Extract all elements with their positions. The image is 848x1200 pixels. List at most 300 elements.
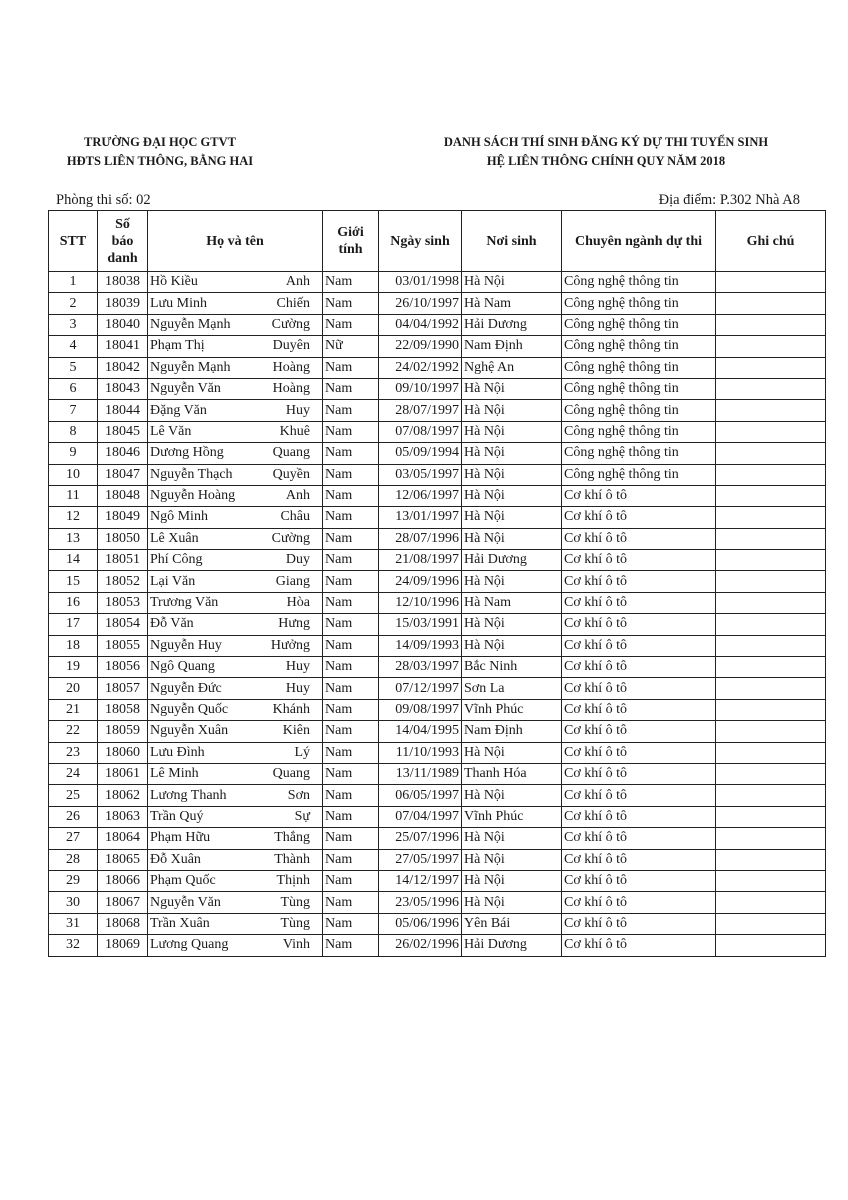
- document-title: [400, 133, 812, 171]
- cell-gender: Nam: [323, 400, 379, 421]
- cell-sbd: 18052: [98, 571, 148, 592]
- cell-gender: Nam: [323, 657, 379, 678]
- table-row: [49, 828, 826, 849]
- cell-surname: Nguyễn Mạnh: [150, 359, 231, 375]
- cell-pob: Hà Nội: [462, 635, 562, 656]
- cell-major: Cơ khí ô tô: [562, 528, 716, 549]
- table-row: [49, 464, 826, 485]
- cell-name: [148, 571, 323, 592]
- table-row: [49, 657, 826, 678]
- table-row: [49, 935, 826, 956]
- cell-gender: Nam: [323, 913, 379, 934]
- cell-note: [716, 828, 826, 849]
- cell-stt: 22: [49, 721, 98, 742]
- cell-sbd: 18061: [98, 763, 148, 784]
- institution-name: TRƯỜNG ĐẠI HỌC GTVT: [84, 135, 236, 149]
- cell-major: Cơ khí ô tô: [562, 849, 716, 870]
- cell-dob: 28/07/1996: [379, 528, 462, 549]
- cell-surname: Dương Hồng: [150, 445, 224, 461]
- cell-name: [148, 785, 323, 806]
- cell-major: Cơ khí ô tô: [562, 485, 716, 506]
- cell-gender: Nam: [323, 571, 379, 592]
- cell-given-name: Duy: [285, 552, 310, 568]
- cell-sbd: 18053: [98, 592, 148, 613]
- cell-given-name: Huy: [285, 659, 310, 675]
- cell-pob: Bắc Ninh: [462, 657, 562, 678]
- cell-dob: 05/09/1994: [379, 443, 462, 464]
- cell-pob: Yên Bái: [462, 913, 562, 934]
- cell-name: [148, 272, 323, 293]
- cell-note: [716, 293, 826, 314]
- cell-pob: Nam Định: [462, 721, 562, 742]
- cell-name: [148, 378, 323, 399]
- cell-surname: Phạm Thị: [150, 338, 205, 354]
- cell-gender: Nam: [323, 614, 379, 635]
- cell-pob: Vĩnh Phúc: [462, 806, 562, 827]
- document-title-line-1: DANH SÁCH THÍ SINH ĐĂNG KÝ DỰ THI TUYỂN SINH: [443, 135, 769, 149]
- cell-given-name: Giang: [275, 573, 310, 589]
- exam-location: Địa điểm: P.302 Nhà A8: [658, 192, 800, 208]
- cell-sbd: 18049: [98, 507, 148, 528]
- cell-pob: Hải Dương: [462, 550, 562, 571]
- cell-surname: Lưu Đình: [150, 744, 205, 760]
- cell-pob: Hà Nội: [462, 870, 562, 891]
- cell-pob: Hà Nam: [462, 293, 562, 314]
- cell-given-name: Khuê: [279, 423, 310, 439]
- table-row: [49, 699, 826, 720]
- cell-sbd: 18068: [98, 913, 148, 934]
- cell-major: Cơ khí ô tô: [562, 507, 716, 528]
- cell-pob: Hà Nội: [462, 443, 562, 464]
- table-row: [49, 849, 826, 870]
- cell-pob: Hà Nội: [462, 785, 562, 806]
- cell-pob: Hà Nội: [462, 507, 562, 528]
- cell-given-name: Khánh: [272, 702, 310, 717]
- table-row: [49, 443, 826, 464]
- cell-name: [148, 763, 323, 784]
- cell-sbd: 18060: [98, 742, 148, 763]
- cell-gender: Nam: [323, 721, 379, 742]
- cell-given-name: Tùng: [280, 915, 310, 931]
- cell-note: [716, 657, 826, 678]
- cell-given-name: Quang: [272, 766, 310, 782]
- cell-pob: Hà Nội: [462, 828, 562, 849]
- cell-note: [716, 336, 826, 357]
- cell-dob: 09/10/1997: [379, 378, 462, 399]
- col-header-major: Chuyên ngành dự thi: [562, 211, 716, 272]
- cell-surname: Lê Minh: [150, 766, 199, 782]
- cell-dob: 14/04/1995: [379, 721, 462, 742]
- cell-sbd: 18059: [98, 721, 148, 742]
- cell-name: [148, 293, 323, 314]
- table-row: [49, 913, 826, 934]
- cell-stt: 13: [49, 528, 98, 549]
- cell-dob: 13/11/1989: [379, 763, 462, 784]
- cell-note: [716, 357, 826, 378]
- cell-given-name: Thịnh: [276, 873, 310, 889]
- col-header-sbd: [98, 211, 148, 272]
- cell-dob: 14/12/1997: [379, 870, 462, 891]
- cell-major: Cơ khí ô tô: [562, 657, 716, 678]
- cell-surname: Lương Thanh: [150, 787, 227, 803]
- table-row: [49, 293, 826, 314]
- cell-sbd: 18051: [98, 550, 148, 571]
- cell-note: [716, 272, 826, 293]
- table-row: [49, 892, 826, 913]
- cell-name: [148, 699, 323, 720]
- cell-note: [716, 763, 826, 784]
- cell-pob: Nghệ An: [462, 357, 562, 378]
- cell-name: [148, 314, 323, 335]
- cell-pob: Hà Nội: [462, 571, 562, 592]
- cell-major: Công nghệ thông tin: [562, 336, 716, 357]
- cell-surname: Phạm Quốc: [150, 873, 216, 889]
- cell-major: Công nghệ thông tin: [562, 272, 716, 293]
- cell-dob: 12/10/1996: [379, 592, 462, 613]
- table-row: [49, 485, 826, 506]
- cell-surname: Phí Công: [150, 552, 203, 568]
- cell-dob: 24/02/1992: [379, 357, 462, 378]
- cell-major: Công nghệ thông tin: [562, 378, 716, 399]
- cell-gender: Nam: [323, 507, 379, 528]
- cell-name: [148, 635, 323, 656]
- cell-gender: Nam: [323, 828, 379, 849]
- cell-given-name: Thành: [274, 851, 310, 867]
- cell-pob: Hà Nội: [462, 378, 562, 399]
- cell-surname: Lại Văn: [150, 573, 196, 589]
- cell-note: [716, 849, 826, 870]
- cell-note: [716, 528, 826, 549]
- cell-pob: Hà Nội: [462, 742, 562, 763]
- cell-sbd: 18048: [98, 485, 148, 506]
- cell-surname: Nguyễn Hoàng: [150, 488, 236, 504]
- cell-name: [148, 742, 323, 763]
- cell-sbd: 18056: [98, 657, 148, 678]
- cell-stt: 23: [49, 742, 98, 763]
- table-row: [49, 400, 826, 421]
- cell-surname: Đặng Văn: [150, 402, 207, 418]
- table-row: [49, 721, 826, 742]
- cell-pob: Sơn La: [462, 678, 562, 699]
- cell-dob: 24/09/1996: [379, 571, 462, 592]
- cell-gender: Nam: [323, 785, 379, 806]
- cell-stt: 31: [49, 913, 98, 934]
- cell-given-name: Anh: [285, 488, 310, 504]
- cell-sbd: 18041: [98, 336, 148, 357]
- cell-note: [716, 614, 826, 635]
- exam-room-number: Phòng thi số: 02: [56, 192, 151, 208]
- cell-stt: 28: [49, 849, 98, 870]
- cell-dob: 23/05/1996: [379, 892, 462, 913]
- cell-major: Công nghệ thông tin: [562, 314, 716, 335]
- cell-note: [716, 678, 826, 699]
- cell-dob: 07/08/1997: [379, 421, 462, 442]
- cell-gender: Nam: [323, 806, 379, 827]
- table-row: [49, 785, 826, 806]
- cell-major: Cơ khí ô tô: [562, 892, 716, 913]
- cell-given-name: Anh: [285, 274, 310, 290]
- cell-stt: 25: [49, 785, 98, 806]
- cell-gender: Nam: [323, 464, 379, 485]
- cell-dob: 03/01/1998: [379, 272, 462, 293]
- cell-dob: 15/03/1991: [379, 614, 462, 635]
- cell-major: Cơ khí ô tô: [562, 935, 716, 956]
- cell-major: Cơ khí ô tô: [562, 913, 716, 934]
- cell-gender: Nam: [323, 892, 379, 913]
- cell-name: [148, 678, 323, 699]
- cell-surname: Lưu Minh: [150, 295, 207, 311]
- cell-given-name: Lý: [294, 744, 310, 760]
- table-row: [49, 571, 826, 592]
- cell-pob: Hà Nội: [462, 528, 562, 549]
- cell-surname: Nguyễn Văn: [150, 894, 221, 910]
- cell-pob: Hải Dương: [462, 935, 562, 956]
- col-header-note: Ghi chú: [716, 211, 826, 272]
- cell-surname: Ngô Minh: [150, 509, 208, 525]
- cell-major: Công nghệ thông tin: [562, 293, 716, 314]
- col-header-gender-line: Giới: [337, 225, 364, 240]
- cell-given-name: Quang: [272, 445, 310, 461]
- cell-sbd: 18047: [98, 464, 148, 485]
- table-row: [49, 272, 826, 293]
- table-row: [49, 550, 826, 571]
- cell-gender: Nam: [323, 443, 379, 464]
- cell-sbd: 18062: [98, 785, 148, 806]
- cell-pob: Hà Nội: [462, 849, 562, 870]
- cell-stt: 18: [49, 635, 98, 656]
- cell-note: [716, 314, 826, 335]
- cell-sbd: 18069: [98, 935, 148, 956]
- cell-sbd: 18045: [98, 421, 148, 442]
- cell-surname: Nguyễn Văn: [150, 381, 221, 397]
- cell-major: Cơ khí ô tô: [562, 763, 716, 784]
- cell-stt: 32: [49, 935, 98, 956]
- cell-sbd: 18064: [98, 828, 148, 849]
- cell-sbd: 18067: [98, 892, 148, 913]
- cell-sbd: 18039: [98, 293, 148, 314]
- cell-major: Công nghệ thông tin: [562, 443, 716, 464]
- table-row: [49, 763, 826, 784]
- cell-surname: Nguyễn Huy: [150, 637, 222, 653]
- cell-dob: 07/04/1997: [379, 806, 462, 827]
- cell-surname: Lương Quang: [150, 937, 229, 953]
- cell-note: [716, 507, 826, 528]
- cell-name: [148, 913, 323, 934]
- cell-stt: 4: [49, 336, 98, 357]
- cell-gender: Nam: [323, 357, 379, 378]
- cell-note: [716, 699, 826, 720]
- col-header-sbd-line: danh: [107, 250, 138, 266]
- cell-pob: Hải Dương: [462, 314, 562, 335]
- cell-dob: 09/08/1997: [379, 699, 462, 720]
- cell-major: Cơ khí ô tô: [562, 828, 716, 849]
- cell-dob: 03/05/1997: [379, 464, 462, 485]
- cell-gender: Nam: [323, 592, 379, 613]
- cell-note: [716, 592, 826, 613]
- cell-sbd: 18042: [98, 357, 148, 378]
- cell-name: [148, 614, 323, 635]
- col-header-stt: STT: [49, 211, 98, 272]
- cell-name: [148, 935, 323, 956]
- cell-note: [716, 721, 826, 742]
- cell-dob: 22/09/1990: [379, 336, 462, 357]
- cell-stt: 12: [49, 507, 98, 528]
- table-row: [49, 678, 826, 699]
- cell-dob: 21/08/1997: [379, 550, 462, 571]
- cell-stt: 19: [49, 657, 98, 678]
- cell-stt: 9: [49, 443, 98, 464]
- cell-dob: 12/06/1997: [379, 485, 462, 506]
- cell-surname: Lê Xuân: [150, 530, 199, 546]
- cell-stt: 1: [49, 272, 98, 293]
- cell-given-name: Tùng: [280, 894, 310, 910]
- institution-header: [40, 133, 280, 171]
- cell-gender: Nam: [323, 550, 379, 571]
- cell-dob: 25/07/1996: [379, 828, 462, 849]
- cell-sbd: 18066: [98, 870, 148, 891]
- table-row: [49, 806, 826, 827]
- cell-gender: Nam: [323, 485, 379, 506]
- cell-name: [148, 592, 323, 613]
- cell-given-name: Quyền: [272, 466, 310, 482]
- cell-major: Cơ khí ô tô: [562, 635, 716, 656]
- cell-note: [716, 378, 826, 399]
- cell-major: Cơ khí ô tô: [562, 721, 716, 742]
- cell-stt: 7: [49, 400, 98, 421]
- cell-given-name: Sơn: [287, 787, 310, 803]
- cell-note: [716, 550, 826, 571]
- cell-stt: 15: [49, 571, 98, 592]
- col-header-sbd-line: báo: [111, 233, 134, 249]
- cell-surname: Nguyễn Đức: [150, 680, 222, 696]
- cell-surname: Trần Quý: [150, 808, 204, 824]
- cell-pob: Hà Nội: [462, 614, 562, 635]
- table-row: [49, 528, 826, 549]
- cell-surname: Hồ Kiều: [150, 274, 198, 290]
- cell-pob: Hà Nội: [462, 272, 562, 293]
- cell-sbd: 18063: [98, 806, 148, 827]
- cell-surname: Lê Văn: [150, 423, 192, 439]
- table-row: [49, 421, 826, 442]
- cell-surname: Phạm Hữu: [150, 830, 211, 846]
- cell-stt: 29: [49, 870, 98, 891]
- col-header-dob: Ngày sinh: [379, 211, 462, 272]
- cell-gender: Nam: [323, 870, 379, 891]
- col-header-pob: Nơi sinh: [462, 211, 562, 272]
- cell-note: [716, 485, 826, 506]
- cell-given-name: Thắng: [274, 830, 310, 846]
- cell-dob: 26/10/1997: [379, 293, 462, 314]
- cell-pob: Vĩnh Phúc: [462, 699, 562, 720]
- cell-stt: 21: [49, 699, 98, 720]
- cell-given-name: Cường: [271, 316, 310, 332]
- cell-sbd: 18040: [98, 314, 148, 335]
- cell-gender: Nam: [323, 272, 379, 293]
- cell-sbd: 18038: [98, 272, 148, 293]
- cell-major: Cơ khí ô tô: [562, 870, 716, 891]
- cell-note: [716, 464, 826, 485]
- cell-stt: 6: [49, 378, 98, 399]
- cell-stt: 11: [49, 485, 98, 506]
- cell-dob: 28/07/1997: [379, 400, 462, 421]
- col-header-name: Họ và tên: [148, 211, 323, 272]
- cell-gender: Nam: [323, 293, 379, 314]
- cell-dob: 07/12/1997: [379, 678, 462, 699]
- cell-sbd: 18050: [98, 528, 148, 549]
- col-header-sbd-line: Số: [115, 216, 130, 232]
- cell-name: [148, 657, 323, 678]
- cell-given-name: Hoàng: [272, 359, 310, 375]
- cell-stt: 14: [49, 550, 98, 571]
- cell-name: [148, 336, 323, 357]
- cell-gender: Nam: [323, 699, 379, 720]
- cell-gender: Nam: [323, 635, 379, 656]
- cell-stt: 20: [49, 678, 98, 699]
- cell-name: [148, 721, 323, 742]
- cell-dob: 11/10/1993: [379, 742, 462, 763]
- cell-name: [148, 550, 323, 571]
- cell-dob: 06/05/1997: [379, 785, 462, 806]
- cell-pob: Hà Nội: [462, 400, 562, 421]
- cell-gender: Nam: [323, 314, 379, 335]
- cell-dob: 26/02/1996: [379, 935, 462, 956]
- cell-sbd: 18065: [98, 849, 148, 870]
- table-row: [49, 592, 826, 613]
- cell-stt: 5: [49, 357, 98, 378]
- cell-name: [148, 892, 323, 913]
- cell-dob: 13/01/1997: [379, 507, 462, 528]
- cell-major: Cơ khí ô tô: [562, 614, 716, 635]
- cell-stt: 3: [49, 314, 98, 335]
- cell-name: [148, 421, 323, 442]
- cell-name: [148, 464, 323, 485]
- cell-given-name: Châu: [280, 509, 310, 525]
- cell-major: Cơ khí ô tô: [562, 678, 716, 699]
- col-header-gender-line: tính: [338, 242, 363, 257]
- cell-major: Cơ khí ô tô: [562, 592, 716, 613]
- cell-given-name: Hoàng: [272, 381, 310, 397]
- cell-surname: Trần Xuân: [150, 915, 210, 931]
- cell-pob: Hà Nội: [462, 464, 562, 485]
- cell-given-name: Chiến: [276, 295, 310, 311]
- cell-major: Cơ khí ô tô: [562, 571, 716, 592]
- cell-sbd: 18043: [98, 378, 148, 399]
- cell-pob: Hà Nam: [462, 592, 562, 613]
- cell-surname: Nguyễn Thạch: [150, 466, 233, 482]
- cell-stt: 24: [49, 763, 98, 784]
- cell-note: [716, 571, 826, 592]
- cell-gender: Nam: [323, 678, 379, 699]
- cell-name: [148, 828, 323, 849]
- table-row: [49, 870, 826, 891]
- cell-surname: Nguyễn Quốc: [150, 702, 229, 717]
- table-body: [49, 272, 826, 957]
- cell-pob: Nam Định: [462, 336, 562, 357]
- table-row: [49, 635, 826, 656]
- cell-name: [148, 849, 323, 870]
- document-title-line-2: HỆ LIÊN THÔNG CHÍNH QUY NĂM 2018: [486, 154, 726, 168]
- cell-note: [716, 742, 826, 763]
- cell-name: [148, 443, 323, 464]
- table-row: [49, 314, 826, 335]
- cell-note: [716, 892, 826, 913]
- table-row: [49, 336, 826, 357]
- cell-pob: Hà Nội: [462, 421, 562, 442]
- table-row: [49, 742, 826, 763]
- cell-note: [716, 870, 826, 891]
- cell-name: [148, 806, 323, 827]
- cell-major: Cơ khí ô tô: [562, 699, 716, 720]
